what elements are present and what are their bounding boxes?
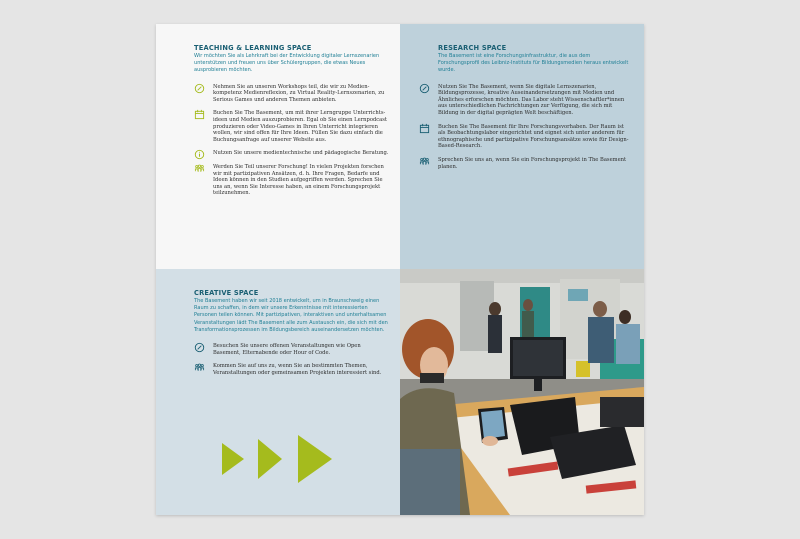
research-panel xyxy=(400,24,644,269)
compass-icon xyxy=(194,342,205,353)
teaching-item-workshops xyxy=(194,84,390,104)
teaching-item-booking xyxy=(194,110,390,143)
creative-title: CREATIVE SPACE xyxy=(194,288,259,297)
creative-item-text: Kommen Sie auf uns zu, wenn Sie an bestimmten Themen, Veranstaltungen oder gemeinsamen Projekten interessiert sind. xyxy=(213,363,382,376)
teaching-item-text: Werden Sie Teil unserer Forschung! In vielen Projekten forschen wir mit partizipativen Ansätzen, d. h. Ihre Fragen, Bedarfe und Ideen können in den Studien aufgegriffen werden. Sprechen Sie uns an, wenn Sie Interesse haben, an einem Forschungsprojekt teilzunehmen. xyxy=(213,163,384,197)
teaching-title: TEACHING & LEARNING SPACE xyxy=(194,43,312,52)
teaching-item-consulting xyxy=(194,150,390,157)
research-content xyxy=(419,43,631,170)
teaching-item-research xyxy=(194,164,390,197)
creative-item-events xyxy=(194,343,390,356)
creative-content xyxy=(194,288,390,376)
teaching-learning-panel xyxy=(156,24,400,269)
research-item-text: Buchen Sie The Basement für Ihre Forschungsvorhaben. Der Raum ist als Beobachtungslabor eingerichtet und eignet sich unter anderem für ethnographische und partizipative Forschungsansätze sowie für Design-Based-Research. xyxy=(438,123,629,150)
brochure-spread xyxy=(156,24,644,515)
workshop-photo xyxy=(400,269,644,515)
research-item-text: Nutzen Sie The Basement, wenn Sie digitale Lernszenarien, Bildungsprozesse, kreative Auseinandersetzungen mit Medien und Ähnliches erforschen möchten. Das Labor steht Wissenschaftler*innen aus unterschiedlichen Fachrichtungen zur Verfügung, die sich mit Bildung in der digital geprägten Welt beschäftigen. xyxy=(438,83,625,116)
creative-item-text: Besuchen Sie unsere offenen Veranstaltungen wie Open Basement, Elternabende oder Hour of Code. xyxy=(213,343,361,356)
teaching-item-text: Buchen Sie The Basement, um mit ihrer Lerngruppe Unterrichtsideen und Medien auszuprobieren. Egal ob Sie einen Lernpodcast produzieren oder Video-Games in Ihren Unterricht integrieren wollen, wir sind offen für Ihre Ideen. Füllen Sie dazu einfach die Buchungsanfrage auf unserer Website aus. xyxy=(213,110,388,143)
calendar-icon xyxy=(419,123,430,134)
group-icon xyxy=(194,362,205,373)
research-item-contact xyxy=(419,157,631,170)
creative-panel xyxy=(156,269,400,515)
creative-item-contact xyxy=(194,363,390,376)
chevron-arrows-graphic xyxy=(222,435,342,483)
group-icon xyxy=(419,156,430,167)
research-intro: The Basement ist eine Forschungsinfrastruktur, die aus dem Forschungsprofil des Leibniz-Instituts für Bildungsmedien heraus entwickelt wurde. xyxy=(438,53,629,74)
teaching-content xyxy=(194,43,390,197)
compass-icon xyxy=(419,83,430,94)
group-icon xyxy=(194,163,205,174)
research-item-booking xyxy=(419,124,631,150)
research-item-use xyxy=(419,84,631,117)
teaching-item-text: Nutzen Sie unsere medientechnische und pädagogische Beratung. xyxy=(213,150,389,157)
creative-intro: The Basement haben wir seit 2018 entwickelt, um in Braunschweig einen Raum zu schaffen, in dem wir unsere Erkenntnisse mit interessierten Personen teilen können. Mit partizipativen, interaktiven und unterhaltsamen Veranstaltungen lädt The Basement alle zum Austausch ein, die sich mit den Transformationsprozessen im Bildungsbereich auseinandersetzen möchten. xyxy=(194,298,388,333)
teaching-intro: Wir möchten Sie als Lehrkraft bei der Entwicklung digitaler Lernszenarien unterstützen und freuen uns über Schülergruppen, die etwas Neues ausprobieren möchten. xyxy=(194,53,380,74)
compass-icon xyxy=(194,83,205,94)
photo-scene xyxy=(400,269,644,515)
research-item-text: Sprechen Sie uns an, wenn Sie ein Forschungsprojekt in The Basement planen. xyxy=(438,156,627,170)
research-title: RESEARCH SPACE xyxy=(438,43,507,52)
info-icon xyxy=(194,149,205,160)
teaching-item-text: Nehmen Sie an unseren Workshops teil, die wir zu Medienkompetenz Medienreflexion, zu Virtual Reality-Lernszenarien, zu Serious Games und anderen Themen anbieten. xyxy=(213,83,385,103)
calendar-icon xyxy=(194,109,205,120)
